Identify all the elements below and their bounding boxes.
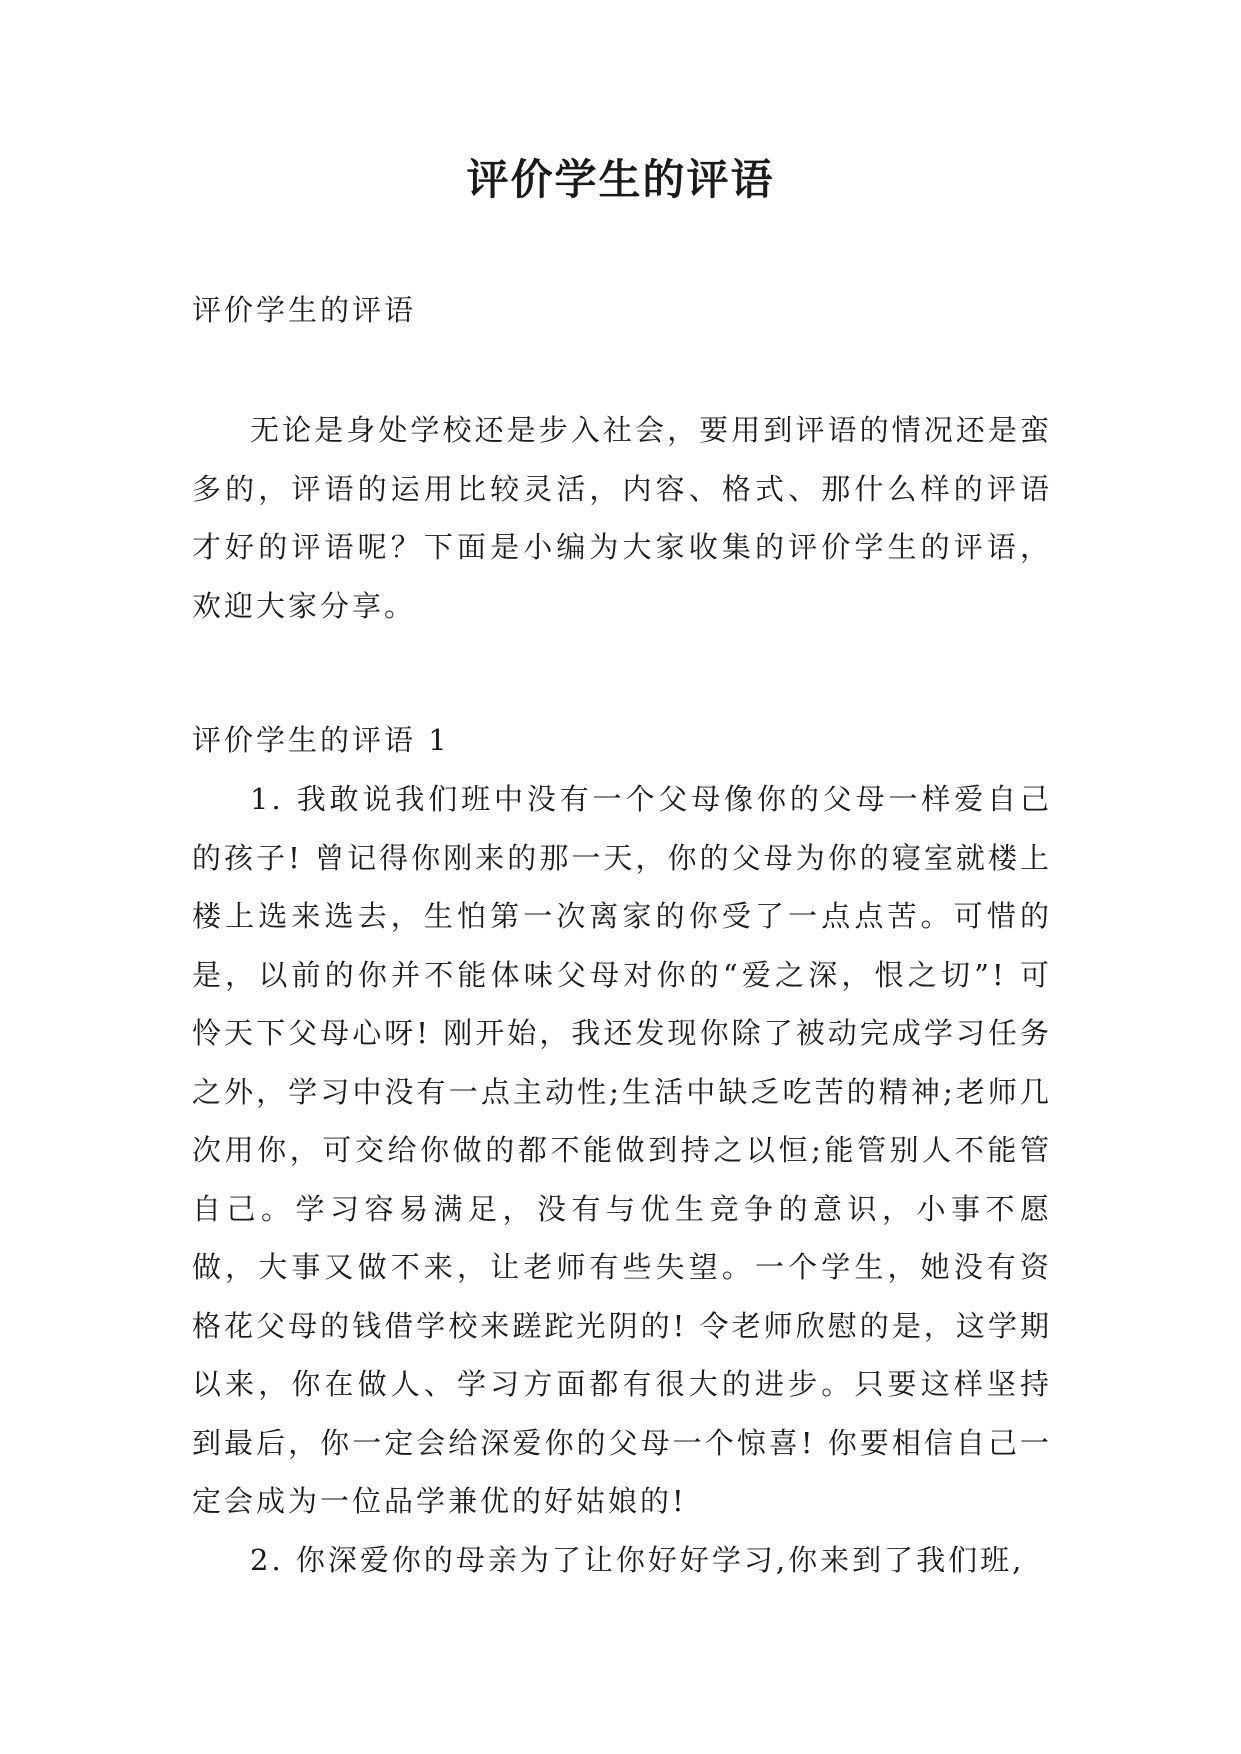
comment-paragraph-1: 1. 我敢说我们班中没有一个父母像你的父母一样爱自己的孩子! 曾记得你刚来的那一天，你的父母为你的寝室就楼上楼上选来选去，生怕第一次离家的你受了一点点苦。可惜的是，以前的你并不能体味父母对你的“爱之深，恨之切”! 可怜天下父母心呀! 刚开始，我还发现你除了被动完成学习任务之外，学习中没有一点主动性;生活中缺乏吃苦的精神;老师几次用你，可交给你做的都不能做到持之以恒;能管别人不能管自己。学习容易满足，没有与优生竞争的意识，小事不愿做，大事又做不来，让老师有些失望。一个学生，她没有资格花父母的钱借学校来蹉跎光阴的! 令老师欣慰的是，这学期以来，你在做人、学习方面都有很大的进步。只要这样坚持到最后，你一定会给深爱你的父母一个惊喜! 你要相信自己一定会成为一位品学兼优的好姑娘的! [192, 782, 1052, 1518]
document-body [192, 290, 1052, 1589]
intro-paragraph: 无论是身处学校还是步入社会，要用到评语的情况还是蛮多的，评语的运用比较灵活，内容、格式、那什么样的评语才好的评语呢？下面是小编为大家收集的评价学生的评语，欢迎大家分享。 [192, 413, 1052, 623]
section-heading: 评价学生的评语 1 [192, 723, 450, 757]
comment-paragraph-2: 2. 你深爱你的母亲为了让你好好学习,你来到了我们班, [250, 1542, 1025, 1577]
document-subtitle: 评价学生的评语 [192, 293, 417, 327]
document-title: 评价学生的评语 [466, 155, 775, 204]
